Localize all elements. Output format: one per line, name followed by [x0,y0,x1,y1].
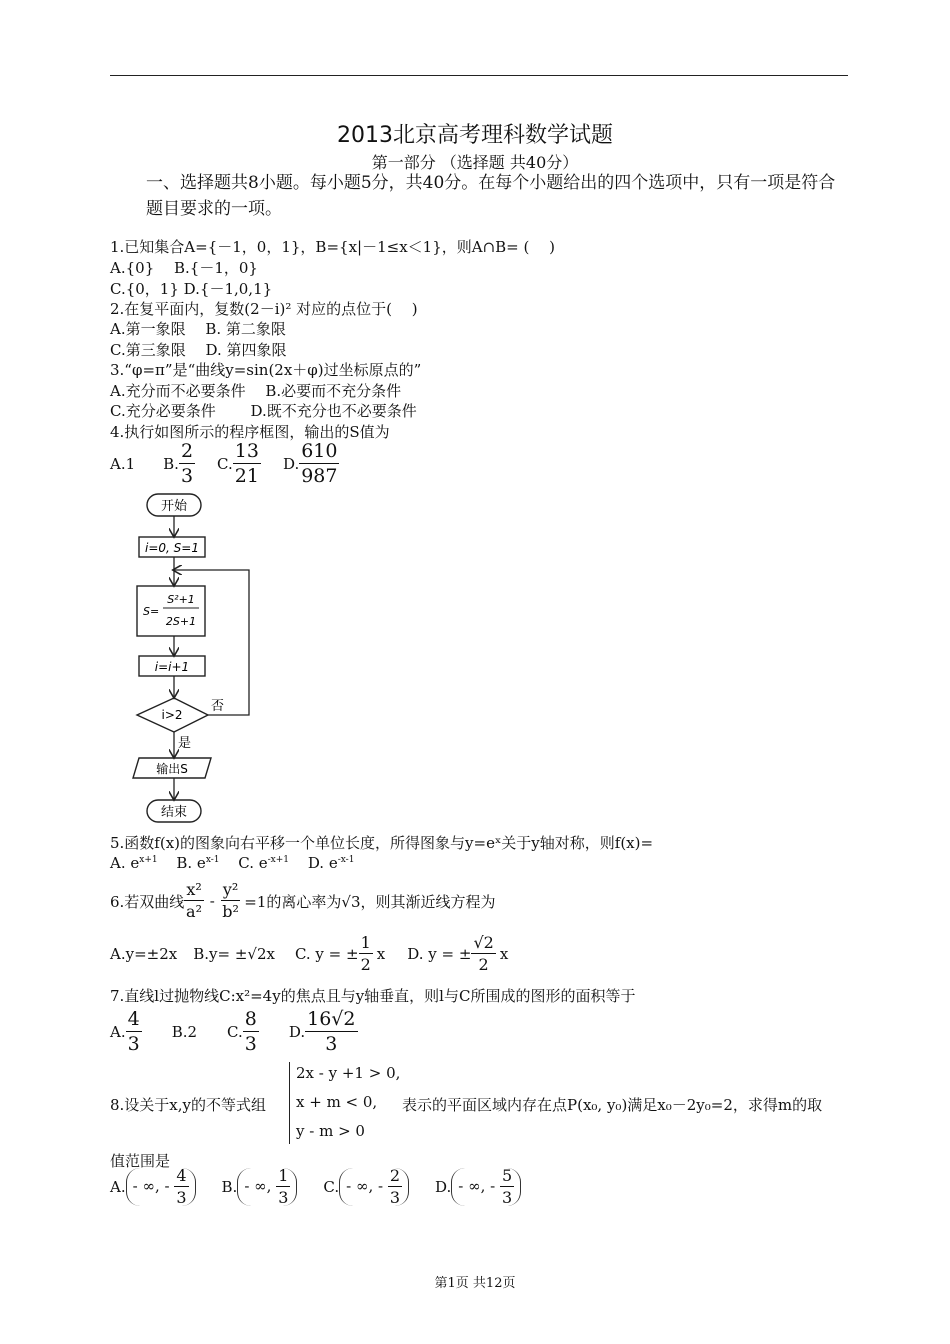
q7-option-c-fraction: $\frac{8}{3}$ [244,1008,257,1055]
q7-option-d: D. [288,1023,306,1041]
q7-stem: 7.直线l过抛物线C:x²=4y的焦点且与y轴垂直，则l与C所围成的图形的面积等于 [110,987,636,1005]
flow-assign-denominator: 2S+1 [165,615,197,628]
q8-option-c-interval: - ∞, - $\frac{2}{3}$ [339,1168,409,1206]
q3-options-row1: A.充分而不必要条件 B.必要而不充分条件 [110,382,402,400]
q7-options [110,1010,358,1054]
q6-option-c-fraction: $\frac{1}{2}$ [360,933,371,974]
q8-option-d: D. [435,1178,452,1196]
q6-stem: 6.若双曲线 $\frac{\text{x²}}{\text{a²}}$ - $\frac{\text{y²}}{\text{b²}}$ =1的离心率为√3，则其渐近线方程为 [110,880,496,921]
q3-stem: 3.“φ=π”是“曲线y=sin(2x＋φ)过坐标原点的” [110,361,422,379]
q6-option-a: A.y=±2x [110,945,178,963]
q4-options [110,442,339,486]
q4-option-c-fraction: $\frac{13}{21}$ [234,440,259,487]
header-rule [110,75,848,76]
q1-options-row2: C.{0，1} D.{－1,0,1} [110,280,273,298]
q2-stem: 2.在复平面内，复数(2－i)² 对应的点位于( ) [110,300,418,318]
q6-option-d-fraction: $\frac{√2}{2}$ [473,933,494,974]
section-intro: 一、选择题共8小题。每小题5分，共40分。在每个小题给出的四个选项中，只有一项是符合题目要求的一项。 [146,173,836,219]
section-subtitle: 第一部分 （选择题 共40分） [371,153,579,172]
q8-option-d-interval: - ∞, - $\frac{5}{3}$ [451,1168,521,1206]
q6-option-b: B.y= ±√2x [193,945,275,963]
q6-options: A.y=±2x B.y= ±√2x C. y = ± $\frac{1}{2}$ x D. y = ± $\frac{√2}{2}$ x [110,933,509,974]
q8-option-a: A. [110,1178,126,1196]
q6-x-fraction: $\frac{\text{x²}}{\text{a²}}$ [186,880,202,921]
q8-inequality-2: x + m < 0, [296,1093,378,1111]
q3-options-row2: C.充分必要条件 D.既不充分也不必要条件 [110,402,417,420]
q8-option-a-interval: - ∞, - $\frac{4}{3}$ [126,1168,196,1206]
q2-options-row1: A.第一象限 B. 第二象限 [110,320,286,338]
q5-option-d: D. e [307,854,338,872]
q8-stem-pre: 8.设关于x,y的不等式组 [110,1096,267,1114]
q5-stem: 5.函数f(x)的图象向右平移一个单位长度，所得图象与y=eˣ关于y轴对称，则f(x)= [110,834,654,852]
q8-option-b: B. [221,1178,238,1196]
q7-option-d-fraction: $\frac{16√2}{3}$ [307,1008,356,1055]
flow-end-label: 结束 [160,805,188,820]
q4-option-d-fraction: $\frac{610}{987}$ [301,440,338,487]
flow-init-label: i=0, S=1 [145,541,199,555]
q8-system-brace [289,1062,290,1144]
q5-option-b: B. e [176,854,206,872]
program-flowchart [125,488,265,828]
q8-options [110,1168,521,1206]
q4-option-c-label: C. [217,455,233,473]
q7-option-b: B.2 [171,1023,198,1041]
q5-option-c-exp: -x+1 [267,855,290,865]
q2-options-row2: C.第三象限 D. 第四象限 [110,341,287,359]
q8-option-c: C. [323,1178,340,1196]
q8-inequality-1: 2x - y +1 > 0, [296,1064,401,1082]
q8-stem-cont: 值范围是 [110,1152,171,1170]
q7-option-a: A. [110,1023,126,1041]
flow-condition-label: i>2 [161,708,183,722]
flow-output-label: 输出S [156,762,188,776]
q7-option-c: C. [227,1023,243,1041]
q4-option-d-label: D. [282,455,300,473]
page-title: 2013北京高考理科数学试题 [337,123,613,148]
flow-start-label: 开始 [160,499,188,514]
flow-yes-label: 是 [178,736,192,751]
q5-option-a-exp: x+1 [139,855,158,865]
flow-assign-numerator: S²+1 [167,593,195,606]
q1-options-row1: A.{0} B.{－1，0} [110,259,258,277]
q4-option-a: A.1 [110,455,136,473]
q4-option-b-fraction: $\frac{2}{3}$ [180,440,194,487]
q5-option-a: A. e [110,854,140,872]
q6-option-c: C. y = ± [294,945,359,963]
q5-options [110,854,354,872]
q4-option-b-label: B. [163,455,179,473]
q6-option-d: D. y = ± [407,945,472,963]
q8-inequality-3: y - m > 0 [296,1122,365,1140]
q5-option-c: C. e [238,854,268,872]
q5-option-d-exp: -x-1 [337,855,355,865]
q4-stem: 4.执行如图所示的程序框图，输出的S值为 [110,423,390,441]
q1-stem: 1.已知集合A={－1，0，1}，B={x|－1≤x＜1}，则A∩B= ( ) [110,238,555,256]
q7-option-a-fraction: $\frac{4}{3}$ [127,1008,140,1055]
q5-option-b-exp: x-1 [205,855,220,865]
page-footer: 第1页 共12页 [434,1276,516,1291]
q6-y-fraction: $\frac{\text{y²}}{\text{b²}}$ [222,880,239,921]
q8-option-b-interval: - ∞, $\frac{1}{3}$ [237,1168,297,1206]
q8-stem-post: 表示的平面区域内存在点P(x₀, y₀)满足x₀－2y₀=2，求得m的取 [402,1096,823,1114]
flow-assign-left: S= [143,605,160,618]
flow-increment-label: i=i+1 [154,660,190,674]
flow-no-label: 否 [211,699,225,714]
